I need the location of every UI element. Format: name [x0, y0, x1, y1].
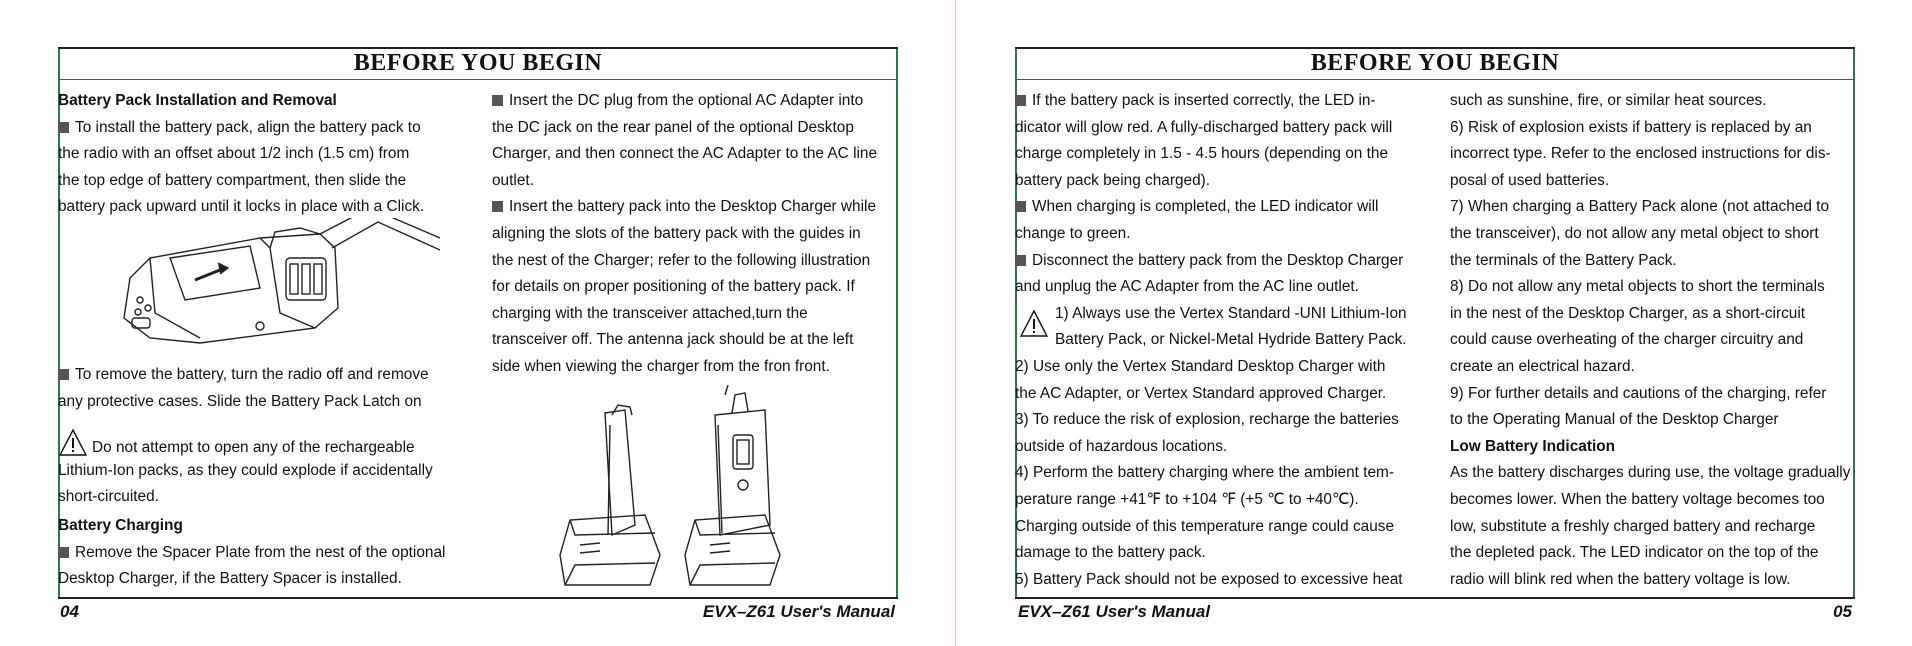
section-heading: Low Battery Indication [1450, 437, 1616, 455]
left-column-2: Insert the DC plug from the optional AC Adapter into the DC jack on the rear panel of the optional Desktop Charger, and then connect the AC Adapter to the AC line outlet. Insert the battery pack into the Desktop Charger while aligning the slots of the battery pack with the guides in the nest of the Charger; refer to the following illustration for details on proper positioning of the battery pack. If charging with the transceiver attached,turn the transceiver off. The antenna jack should be at the left side when viewing the charger from the fron front. [492, 92, 878, 375]
left-column-1 [58, 88, 424, 221]
warning-triangle-icon [58, 428, 88, 458]
bullet-square-icon [58, 547, 69, 558]
right-column-2: such as sunshine, fire, or similar heat sources. 6) Risk of explosion exists if battery is replaced by an incorrect type. Refer to the enclosed instructions for dis- posal of used batteries. 7) When charging a Battery Pack alone (not attached to the transceiver), do not allow any metal object to short the terminals of the Battery Pack. 8) Do not allow any metal objects to short the terminals in the nest of the Desktop Charger, as a short-circuit could cause overheating of the charger circuitry and create an electrical hazard. 9) For further details and cautions of the charging, refer to the Operating Manual of the Desktop Charger Low Battery Indication As the battery discharges during use, the voltage gradually becomes lower. When the battery voltage becomes too low, substitute a freshly charged battery and recharge the depleted pack. The LED indicator on the top of the radio will blink red when the battery voltage is low. [1450, 92, 1851, 588]
manual-name: EVX–Z61 User's Manual [1018, 602, 1211, 621]
bullet-square-icon [492, 95, 503, 106]
bullet-square-icon [1015, 201, 1026, 212]
bullet-square-icon [58, 122, 69, 133]
right-column-1: If the battery pack is inserted correctly, the LED in- dicator will glow red. A fully-discharged battery pack will charge completely in 1.5 - 4.5 hours (depending on the battery pack being charged). When charging is completed, the LED indicator will change to green. Disconnect the battery pack from the Desktop Charger and unplug the AC Adapter from the AC line outlet. 1) Always use the Vertex Standard -UNI Lithium-Ion Battery Pack, or Nickel-Metal Hydride Battery Pack. 2) Use only the Vertex Standard Desktop Charger with the AC Adapter, or Vertex Standard approved Charger. 3) To reduce the risk of explosion, recharge the batteries outside of hazardous locations. 4) Perform the battery charging where the ambient tem- perature range +41℉ to +104 ℉ (+5 ℃ to +40℃). Charging outside of this temperature range could cause damage to the battery pack. 5) Battery Pack should not be exposed to excessive heat [1015, 92, 1407, 588]
footer-rule [1015, 597, 1855, 599]
page-number: 05 [1833, 602, 1852, 621]
page-title: BEFORE YOU BEGIN [58, 49, 898, 80]
warning-triangle-icon [1019, 309, 1049, 339]
page-number: 04 [60, 602, 79, 621]
footer-rule [58, 597, 898, 599]
warning-note: 1) Always use the Vertex Standard -UNI Lithium-Ion Battery Pack, or Nickel-Metal Hydride Battery Pack. [1015, 301, 1407, 354]
section-heading: Battery Charging [58, 517, 183, 534]
section-heading: Battery Pack Installation and Removal [58, 92, 337, 109]
bullet-square-icon [58, 369, 69, 380]
radio-battery-illustration [110, 218, 440, 358]
page-gutter-line [955, 0, 956, 646]
desktop-charger-illustration [550, 385, 810, 595]
left-column-1b: To remove the battery, turn the radio off and remove any protective cases. Slide the Battery Pack Latch on [58, 366, 429, 410]
bullet-square-icon [1015, 255, 1026, 266]
manual-name: EVX–Z61 User's Manual [702, 602, 895, 621]
bullet-square-icon [492, 201, 503, 212]
paragraph: To install the battery pack, align the battery pack to the radio with an offset about 1/2 inch (1.5 cm) from the top edge of battery compartment, then slide the battery pack upward until it locks in place with a Click. [58, 118, 425, 216]
warning-note: Do not attempt to open any of the rechargeable Lithium-Ion packs, as they could explode if accidentally short-circuited. [58, 428, 433, 511]
left-column-1c: Battery Charging Remove the Spacer Plate from the nest of the optional Desktop Charger, if the Battery Spacer is installed. [58, 513, 445, 593]
bullet-square-icon [1015, 95, 1026, 106]
page-title: BEFORE YOU BEGIN [1015, 49, 1855, 80]
